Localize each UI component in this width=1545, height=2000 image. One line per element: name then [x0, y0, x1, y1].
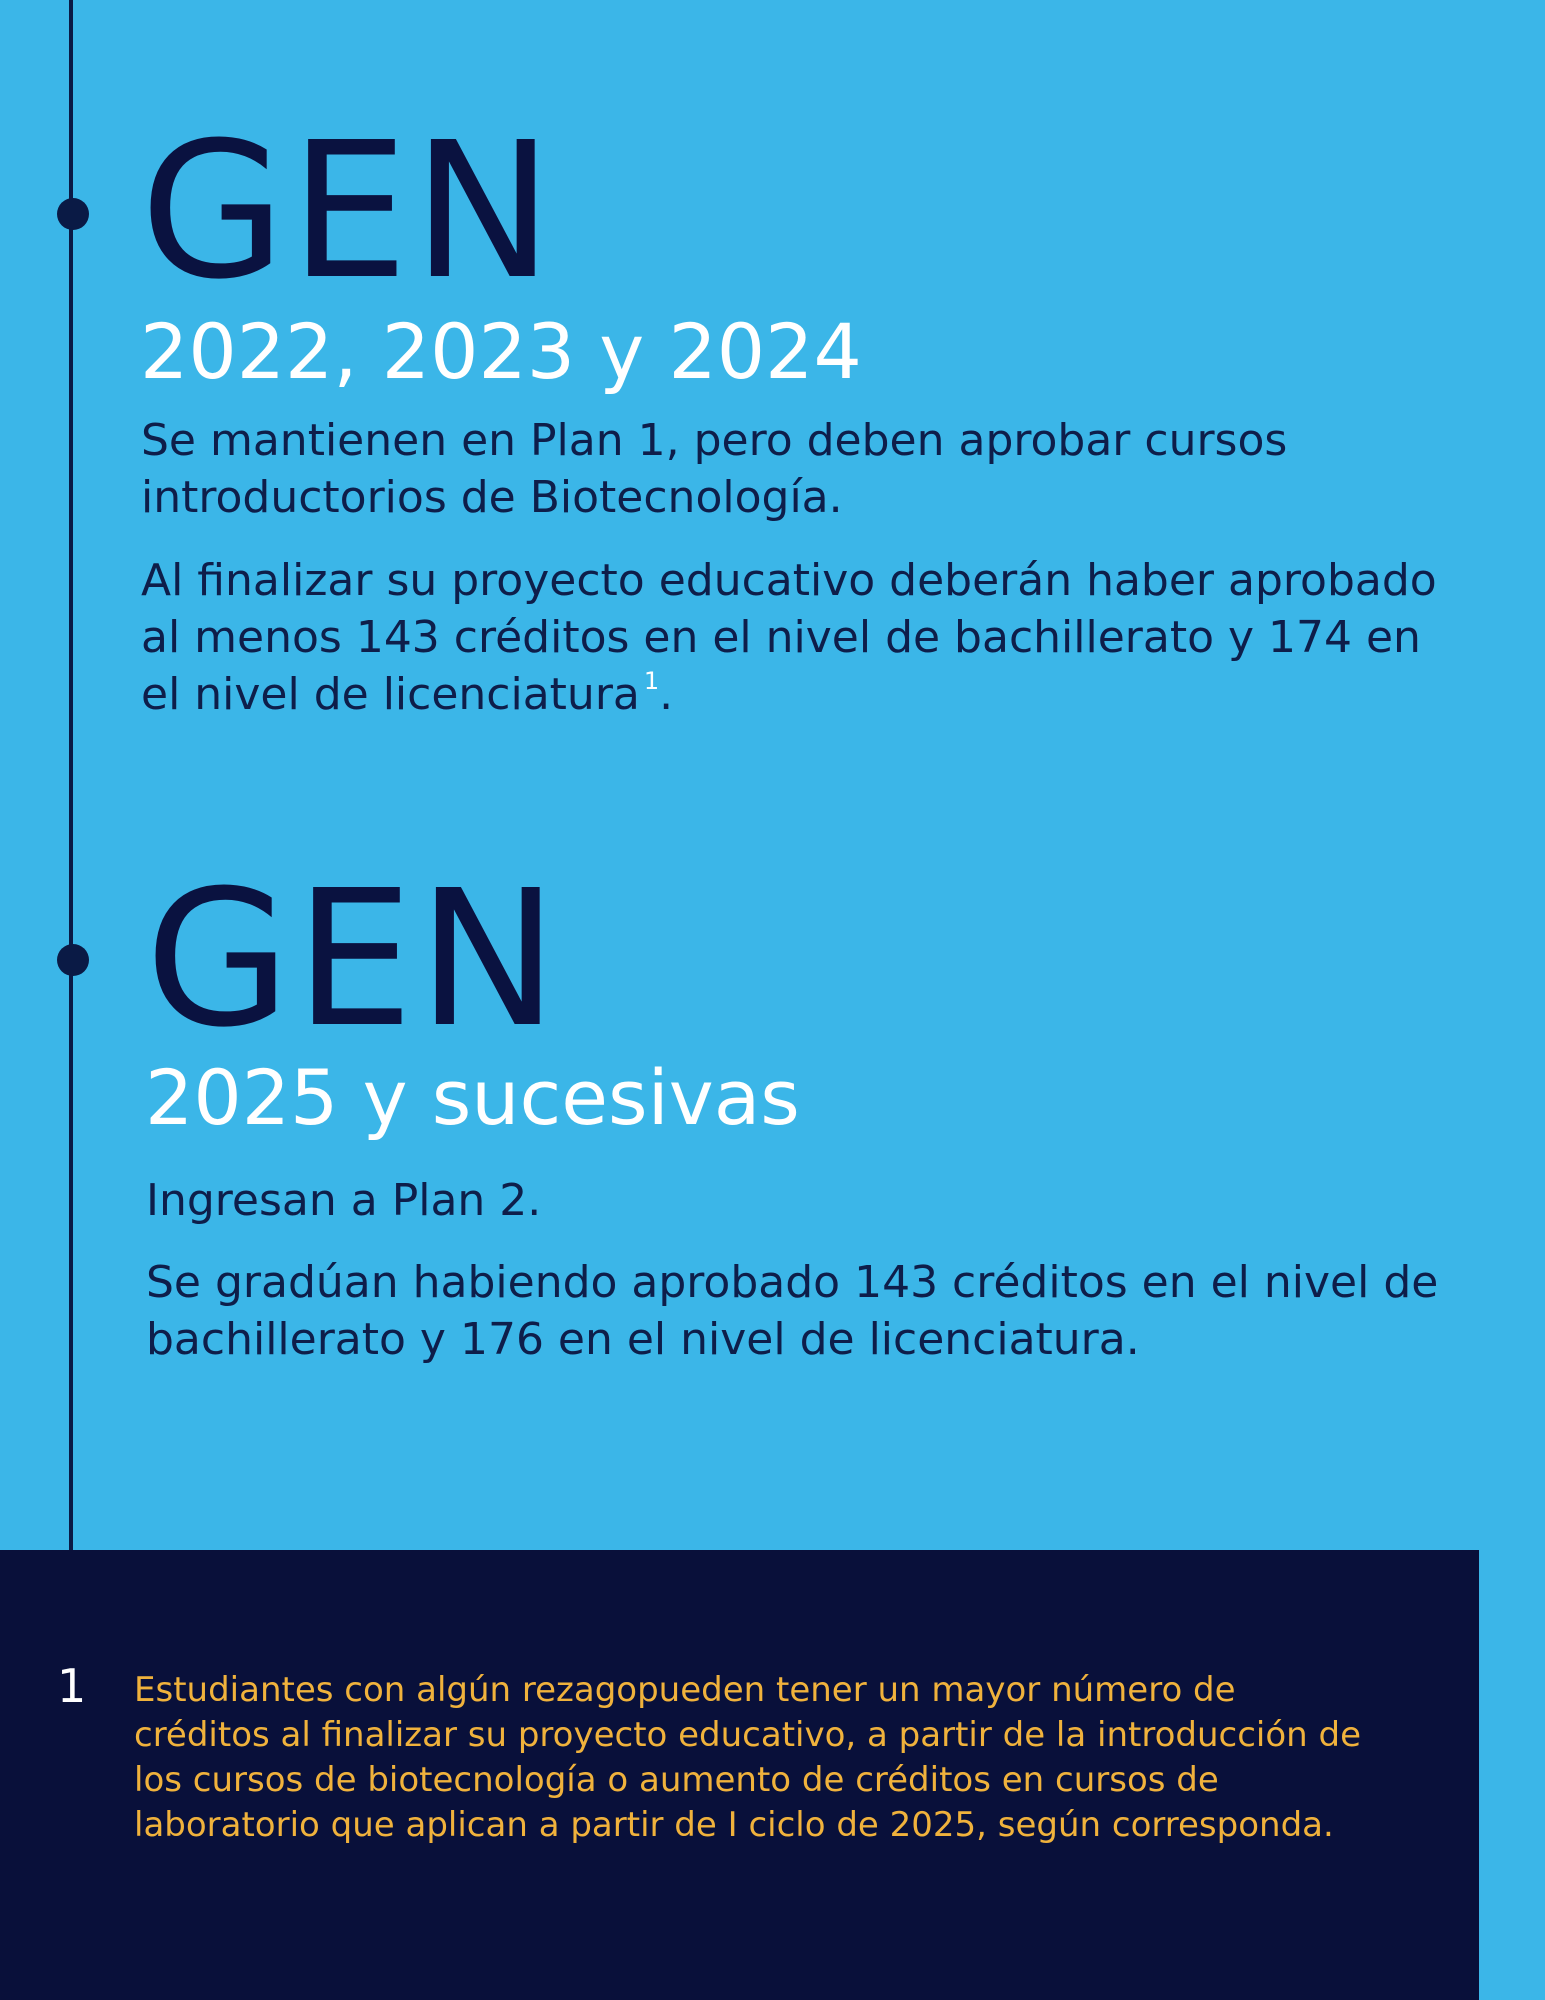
gen-heading: GEN — [145, 850, 563, 1069]
footnote-number: 1 — [57, 1659, 87, 1713]
plan-paragraph: Ingresan a Plan 2. — [146, 1175, 542, 1226]
years-heading: 2022, 2023 y 2024 — [140, 307, 862, 396]
timeline-dot-2 — [57, 944, 89, 976]
plan-paragraph: Se mantienen en Plan 1, pero deben aprobar cursos introductorios de Biotecnología. — [141, 415, 1288, 523]
credits-text: Al finalizar su proyecto educativo deberán haber aprobado al menos 143 créditos en el nivel de bachillerato y 174 en el nivel de licenciatura — [141, 555, 1437, 720]
timeline-dot-1 — [57, 198, 89, 230]
credits-period: . — [659, 669, 674, 720]
gen-heading: GEN — [140, 102, 558, 321]
timeline-line — [69, 0, 73, 1552]
years-heading: 2025 y sucesivas — [145, 1053, 800, 1142]
footnote-reference: 1 — [643, 667, 660, 695]
footnote-text: Estudiantes con algún rezagopueden tener un mayor número de créditos al finalizar su proyecto educativo, a partir de la introducción de los cursos de biotecnología o aumento de créditos en cursos de laboratorio que aplican a partir de I ciclo de 2025, según corresponda. — [134, 1670, 1362, 1845]
credits-paragraph — [141, 552, 1441, 723]
credits-paragraph: Se gradúan habiendo aprobado 143 créditos en el nivel de bachillerato y 176 en el nivel de licenciatura. — [146, 1257, 1439, 1365]
